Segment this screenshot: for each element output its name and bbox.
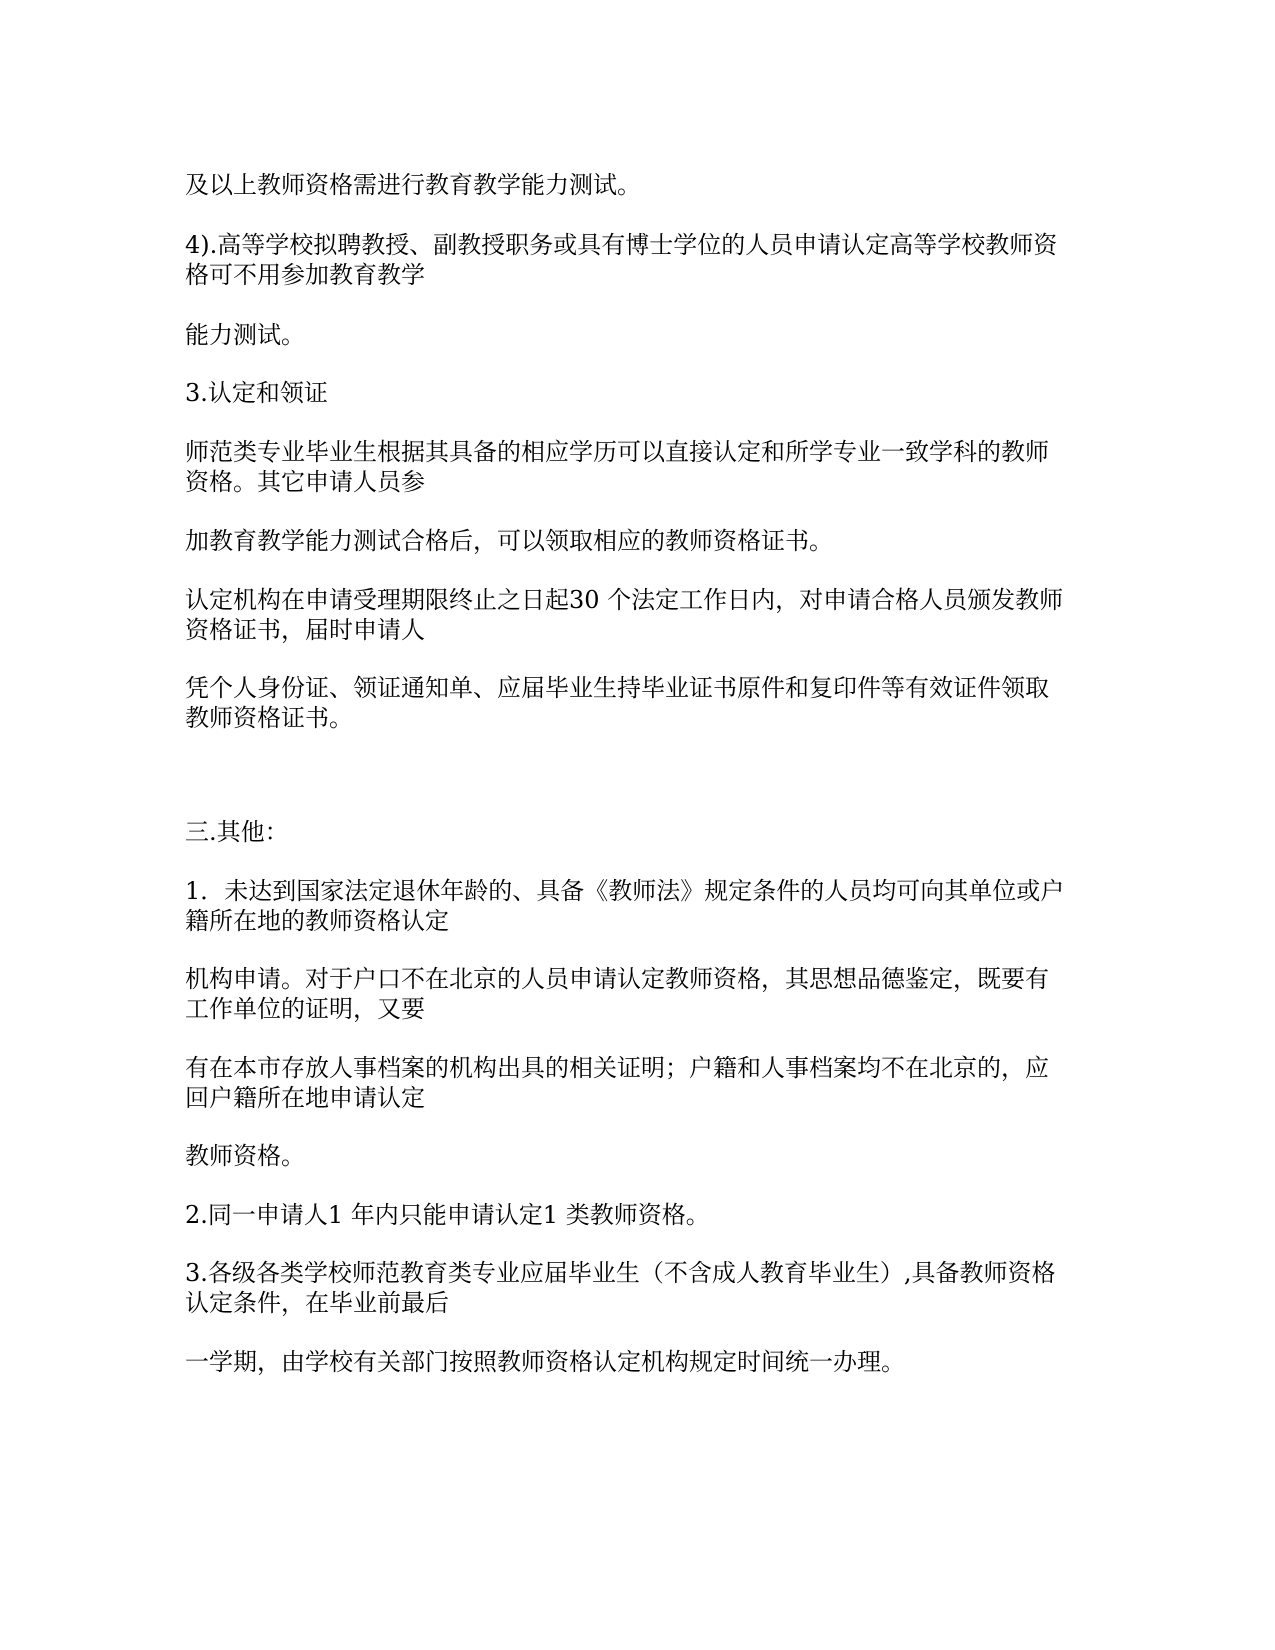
- section-heading: 三.其他：: [185, 818, 289, 846]
- text-line: 3.各级各类学校师范教育类专业应届毕业生（不含成人教育毕业生）,具备教师资格: [185, 1259, 1056, 1287]
- text-line: 师范类专业毕业生根据其具备的相应学历可以直接认定和所学专业一致学科的教师: [185, 438, 1049, 466]
- text-line: 资格。其它申请人员参: [185, 468, 425, 496]
- text-line: 认定机构在申请受理期限终止之日起30 个法定工作日内，对申请合格人员颁发教师: [185, 586, 1064, 614]
- section-heading: 3.认定和领证: [185, 379, 328, 407]
- text-line: 能力测试。: [185, 321, 305, 349]
- text-line: 加教育教学能力测试合格后，可以领取相应的教师资格证书。: [185, 527, 833, 555]
- text-line: 一学期，由学校有关部门按照教师资格认定机构规定时间统一办理。: [185, 1348, 905, 1376]
- text-line: 及以上教师资格需进行教育教学能力测试。: [185, 171, 641, 199]
- text-line: 工作单位的证明，又要: [185, 995, 425, 1023]
- text-line: 凭个人身份证、领证通知单、应届毕业生持毕业证书原件和复印件等有效证件领取: [185, 674, 1049, 702]
- text-line: 有在本市存放人事档案的机构出具的相关证明；户籍和人事档案均不在北京的，应: [185, 1054, 1049, 1082]
- text-line: 籍所在地的教师资格认定: [185, 907, 449, 935]
- text-line: 1．未达到国家法定退休年龄的、具备《教师法》规定条件的人员均可向其单位或户: [185, 877, 1065, 905]
- text-line: 2.同一申请人1 年内只能申请认定1 类教师资格。: [185, 1201, 710, 1229]
- text-line: 回户籍所在地申请认定: [185, 1084, 425, 1112]
- text-line: 教师资格证书。: [185, 704, 353, 732]
- text-line: 4).高等学校拟聘教授、副教授职务或具有博士学位的人员申请认定高等学校教师资: [185, 231, 1058, 259]
- text-line: 教师资格。: [185, 1142, 305, 1170]
- text-line: 格可不用参加教育教学: [185, 261, 425, 289]
- text-line: 机构申请。对于户口不在北京的人员申请认定教师资格，其思想品德鉴定，既要有: [185, 965, 1049, 993]
- text-line: 资格证书，届时申请人: [185, 616, 425, 644]
- text-line: 认定条件，在毕业前最后: [185, 1289, 449, 1317]
